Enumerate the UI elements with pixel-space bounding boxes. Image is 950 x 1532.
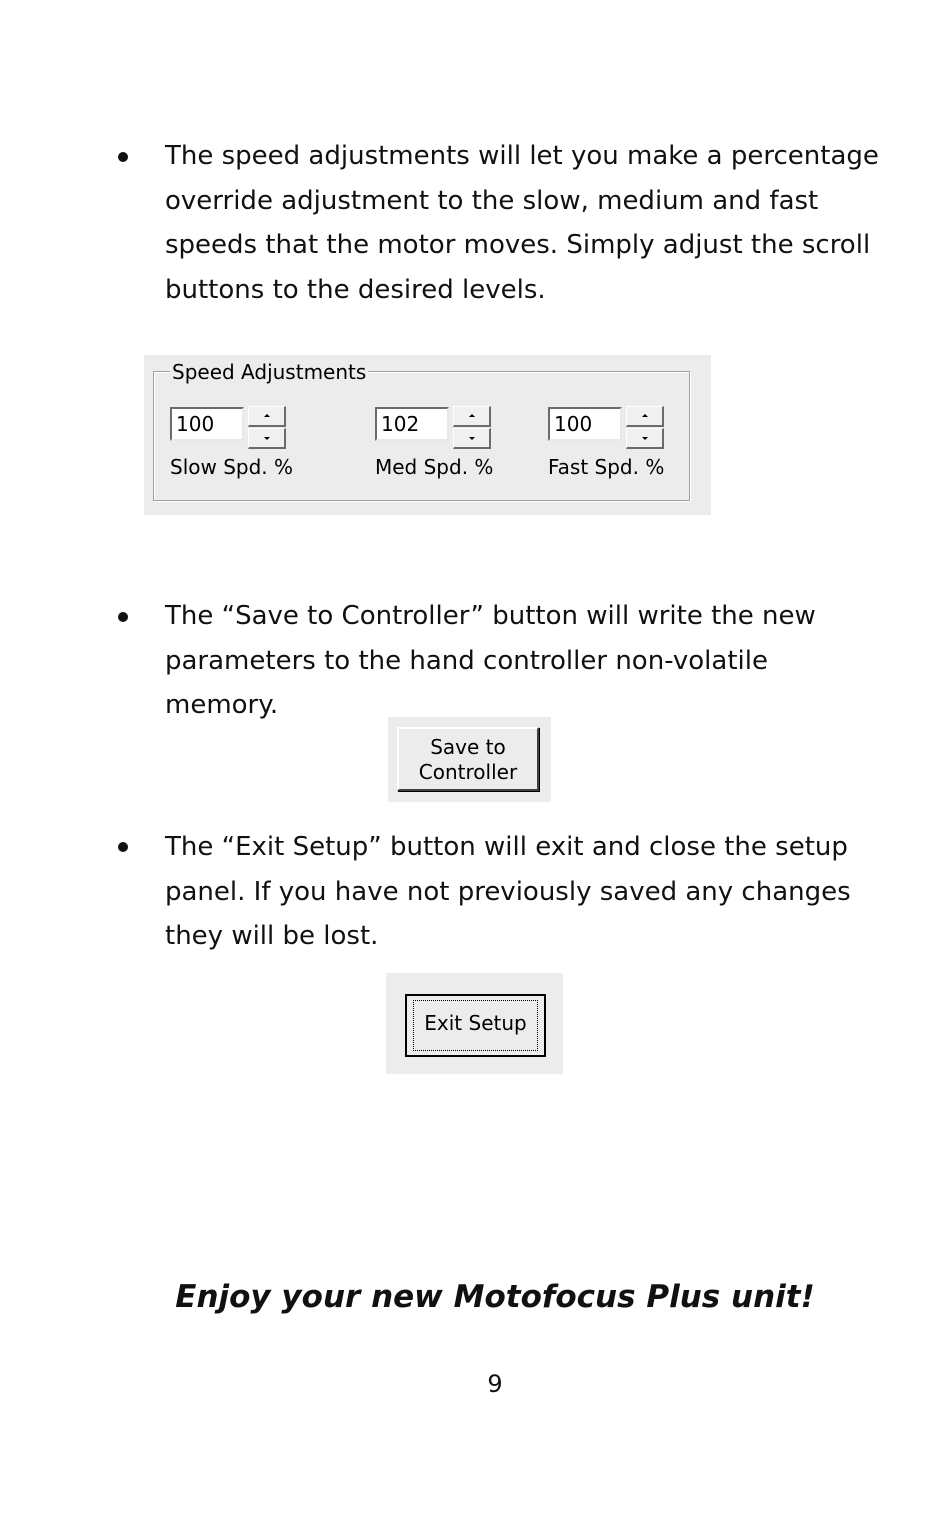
paragraph-line: they will be lost. [165,921,379,951]
slow-speed-spinner[interactable] [248,406,286,450]
save-button-panel [388,717,551,802]
paragraph-line: override adjustment to the slow, medium and fast [165,185,819,216]
fast-speed-input[interactable]: 100 [548,407,622,441]
exit-button-panel [386,973,563,1074]
arrow-up-icon [642,414,648,417]
spin-down-button[interactable] [626,428,664,449]
paragraph-line: parameters to the hand controller non-volatile [165,645,768,676]
paragraph-line: memory. [165,690,279,720]
spin-up-button[interactable] [453,406,491,427]
exit-setup-button[interactable] [405,994,546,1057]
paragraph-line: The speed adjustments will let you make a percentage [165,141,879,171]
spin-down-button[interactable] [453,428,491,449]
arrow-up-icon [469,414,475,417]
bullet-icon [118,152,128,162]
save-button-label-line2: Controller [418,760,518,784]
spin-down-button[interactable] [248,428,286,449]
save-button-label-line1: Save to [430,735,506,759]
slow-speed-input[interactable]: 100 [170,407,244,441]
page-number: 9 [487,1370,503,1398]
arrow-down-icon [469,437,475,440]
focus-rectangle [413,1000,538,1051]
med-speed-spinner[interactable] [453,406,491,450]
bullet-icon [118,612,128,622]
paragraph-line: speeds that the motor moves. Simply adjust the scroll [165,230,871,260]
med-speed-label: Med Spd. % [375,455,494,479]
paragraph-line: The “Save to Controller” button will write the new [165,601,816,631]
save-to-controller-paragraph [165,594,875,728]
speed-adjustments-paragraph [165,134,879,312]
arrow-up-icon [264,414,270,417]
spin-up-button[interactable] [626,406,664,427]
arrow-down-icon [264,437,270,440]
paragraph-line: The “Exit Setup” button will exit and close the setup [165,832,848,862]
group-title: Speed Adjustments [172,360,367,384]
fast-speed-spinner[interactable] [626,406,664,450]
exit-setup-paragraph [165,825,875,959]
spin-up-button[interactable] [248,406,286,427]
paragraph-line: panel. If you have not previously saved any changes [165,876,851,907]
save-to-controller-button[interactable] [397,727,539,791]
med-speed-input[interactable]: 102 [375,407,449,441]
closing-message: Enjoy your new Motofocus Plus unit! [175,1279,815,1315]
arrow-down-icon [642,437,648,440]
paragraph-line: buttons to the desired levels. [165,274,546,305]
speed-adjustments-panel [144,355,711,515]
exit-button-label: Exit Setup [424,1011,527,1035]
bullet-icon [118,842,128,852]
slow-speed-label: Slow Spd. % [170,455,294,479]
fast-speed-label: Fast Spd. % [548,455,665,479]
